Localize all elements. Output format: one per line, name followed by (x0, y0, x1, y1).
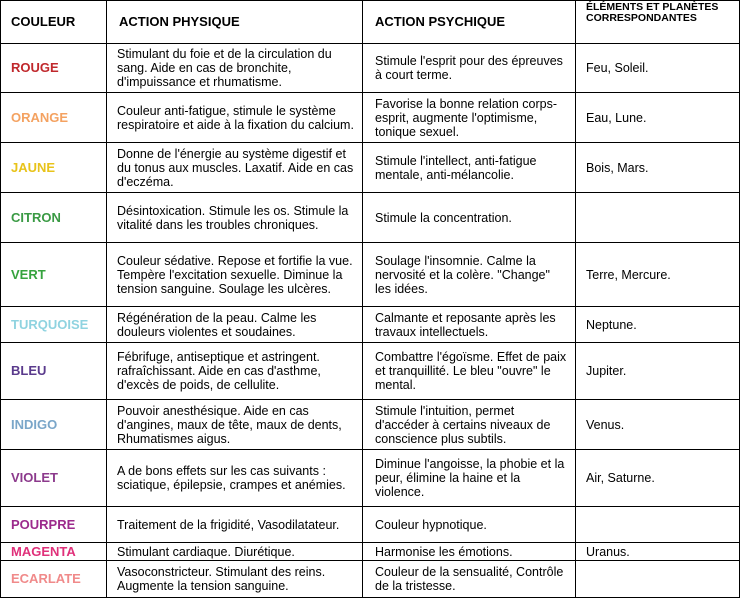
action-psychique-cell: Couleur de la sensualité, Contrôle de la tristesse. (363, 561, 576, 598)
action-physique-cell: A de bons effets sur les cas suivants : sciatique, épilepsie, crampes et anémies. (107, 450, 363, 507)
color-name-cell: TURQUOISE (1, 307, 107, 343)
header-action-psychique: ACTION PSYCHIQUE (363, 1, 576, 44)
color-name-cell: JAUNE (1, 143, 107, 193)
action-psychique-cell: Harmonise les émotions. (363, 543, 576, 561)
color-name-cell: ROUGE (1, 44, 107, 93)
action-psychique-cell: Stimule la concentration. (363, 193, 576, 243)
elements-cell (576, 561, 740, 598)
action-psychique-cell: Diminue l'angoisse, la phobie et la peur, élimine la haine et la violence. (363, 450, 576, 507)
table-row (1, 143, 740, 193)
color-name-cell: POURPRE (1, 507, 107, 543)
header-row (1, 1, 740, 44)
action-psychique-cell: Calmante et reposante après les travaux intellectuels. (363, 307, 576, 343)
action-psychique-cell: Favorise la bonne relation corps-esprit, augmente l'optimisme, tonique sexuel. (363, 93, 576, 143)
elements-cell (576, 507, 740, 543)
action-physique-cell: Stimulant cardiaque. Diurétique. (107, 543, 363, 561)
table-row (1, 507, 740, 543)
action-physique-cell: Traitement de la frigidité, Vasodilatateur. (107, 507, 363, 543)
elements-cell: Bois, Mars. (576, 143, 740, 193)
table-row (1, 307, 740, 343)
table-row (1, 343, 740, 400)
action-physique-cell: Désintoxication. Stimule les os. Stimule la vitalité dans les troubles chroniques. (107, 193, 363, 243)
action-psychique-cell: Stimule l'intellect, anti-fatigue mentale, anti-mélancolie. (363, 143, 576, 193)
color-name-cell: MAGENTA (1, 543, 107, 561)
elements-cell: Neptune. (576, 307, 740, 343)
elements-cell: Feu, Soleil. (576, 44, 740, 93)
action-physique-cell: Pouvoir anesthésique. Aide en cas d'angines, maux de tête, maux de dents, Rhumatismes aigus. (107, 400, 363, 450)
table-row (1, 400, 740, 450)
color-name-cell: BLEU (1, 343, 107, 400)
color-name-cell: VIOLET (1, 450, 107, 507)
header-action-physique: ACTION PHYSIQUE (107, 1, 363, 44)
table-row (1, 543, 740, 561)
action-physique-cell: Fébrifuge, antiseptique et astringent. rafraîchissant. Aide en cas d'asthme, d'excès de poids, de cellulite. (107, 343, 363, 400)
action-physique-cell: Donne de l'énergie au système digestif et du tonus aux muscles. Laxatif. Aide en cas d'eczéma. (107, 143, 363, 193)
action-psychique-cell: Couleur hypnotique. (363, 507, 576, 543)
action-psychique-cell: Combattre l'égoïsme. Effet de paix et tranquillité. Le bleu "ouvre" le mental. (363, 343, 576, 400)
color-name-cell: VERT (1, 243, 107, 307)
header-couleur: COULEUR (1, 1, 107, 44)
action-physique-cell: Vasoconstricteur. Stimulant des reins. Augmente la tension sanguine. (107, 561, 363, 598)
action-physique-cell: Stimulant du foie et de la circulation du sang. Aide en cas de bronchite, d'impuissance et rhumatisme. (107, 44, 363, 93)
action-physique-cell: Régénération de la peau. Calme les douleurs violentes et soudaines. (107, 307, 363, 343)
elements-cell: Terre, Mercure. (576, 243, 740, 307)
action-physique-cell: Couleur sédative. Repose et fortifie la vue. Tempère l'excitation sexuelle. Diminue la tension sanguine. Soulage les ulcères. (107, 243, 363, 307)
header-elements-planetes: ÉLÉMENTS ET PLANÈTES CORRESPONDANTES (576, 1, 740, 44)
elements-cell: Venus. (576, 400, 740, 450)
action-psychique-cell: Stimule l'intuition, permet d'accéder à certains niveaux de conscience plus subtils. (363, 400, 576, 450)
table-row (1, 193, 740, 243)
table-row (1, 561, 740, 598)
color-name-cell: ORANGE (1, 93, 107, 143)
action-physique-cell: Couleur anti-fatigue, stimule le système respiratoire et aide à la fixation du calcium. (107, 93, 363, 143)
color-name-cell: ECARLATE (1, 561, 107, 598)
action-psychique-cell: Soulage l'insomnie. Calme la nervosité et la colère. "Change" les idées. (363, 243, 576, 307)
table-row (1, 450, 740, 507)
elements-cell: Uranus. (576, 543, 740, 561)
elements-cell: Eau, Lune. (576, 93, 740, 143)
elements-cell (576, 193, 740, 243)
table-body (1, 44, 740, 598)
color-name-cell: INDIGO (1, 400, 107, 450)
table-row (1, 93, 740, 143)
elements-cell: Air, Saturne. (576, 450, 740, 507)
table-row (1, 243, 740, 307)
elements-cell: Jupiter. (576, 343, 740, 400)
action-psychique-cell: Stimule l'esprit pour des épreuves à court terme. (363, 44, 576, 93)
table-row (1, 44, 740, 93)
color-name-cell: CITRON (1, 193, 107, 243)
